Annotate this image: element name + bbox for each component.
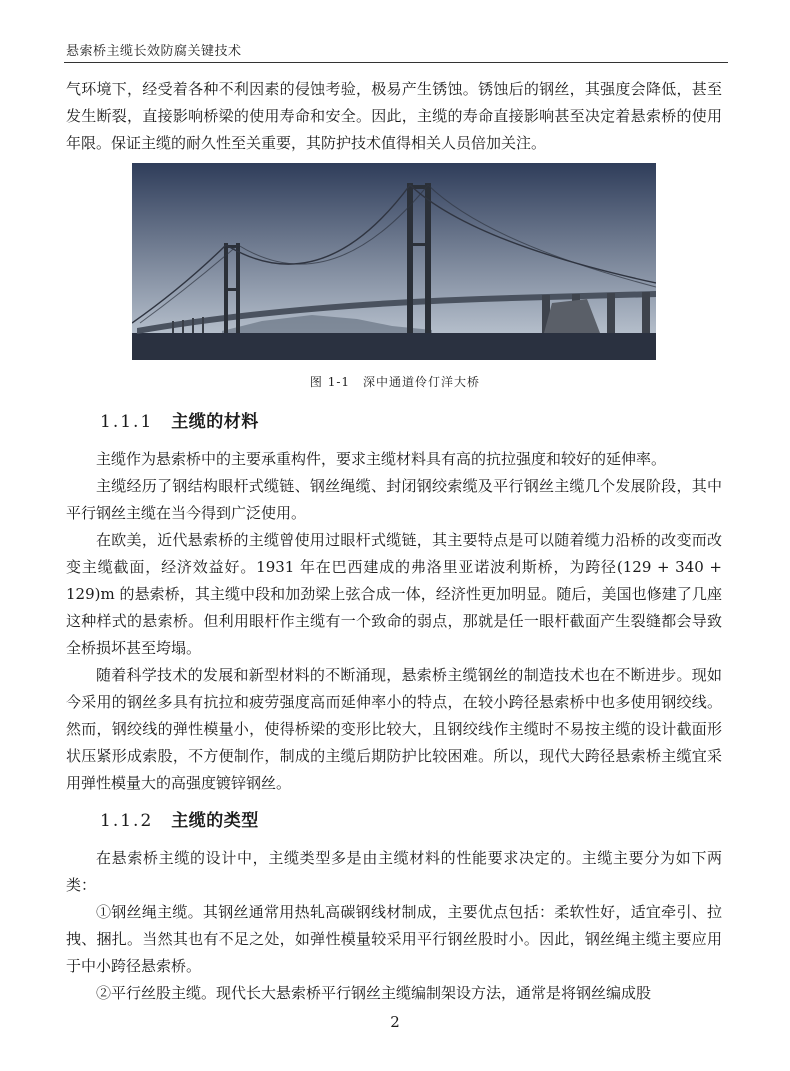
intro-block [66, 76, 722, 157]
bridge-illustration [132, 163, 656, 360]
figure-caption: 图 1-1 深中通道伶仃洋大桥 [309, 375, 481, 389]
section-1-body [66, 446, 722, 797]
section-title: 主缆的类型 [171, 811, 259, 831]
paragraph: 主缆作为悬索桥中的主要承重构件，要求主缆材料具有高的抗拉强度和较好的延伸率。 [96, 450, 667, 468]
section-number: 1.1.2 [100, 811, 154, 831]
page-number: 2 [390, 1013, 400, 1031]
paragraph: 在欧美，近代悬索桥的主缆曾使用过眼杆式缆链，其主要特点是可以随着缆力沿桥的改变而改变主缆截面，经济效益好。1931 年在巴西建成的弗洛里亚诺波利斯桥，为跨径(129 + 340 + 129)m 的悬索桥，其主缆中段和加劲梁上弦合成一体，经济性更加明显。随后，美国也修建了几座这种样式的悬索桥。但利用眼杆作主缆有一个致命的弱点，那就是任一眼杆截面产生裂缝都会导致全桥损坏甚至垮塌。 [66, 531, 722, 657]
paragraph: 主缆经历了钢结构眼杆式缆链、钢丝绳缆、封闭钢绞索缆及平行钢丝主缆几个发展阶段，其中平行钢丝主缆在当今得到广泛使用。 [66, 477, 722, 522]
header-rule [64, 62, 728, 63]
paragraph: ②平行丝股主缆。现代长大悬索桥平行钢丝主缆编制架设方法，通常是将钢丝编成股 [96, 984, 652, 1002]
section-heading-materials [100, 407, 259, 432]
section-title: 主缆的材料 [171, 412, 259, 432]
intro-paragraph: 气环境下，经受着各种不利因素的侵蚀考验，极易产生锈蚀。锈蚀后的钢丝，其强度会降低，甚至发生断裂，直接影响桥梁的使用寿命和安全。因此，主缆的寿命直接影响甚至决定着悬索桥的使用年限。保证主缆的耐久性至关重要，其防护技术值得相关人员倍加关注。 [66, 80, 722, 152]
water [132, 333, 656, 360]
section-number: 1.1.1 [100, 412, 154, 432]
paragraph: 随着科学技术的发展和新型材料的不断涌现，悬索桥主缆钢丝的制造技术也在不断进步。现如今采用的钢丝多具有抗拉和疲劳强度高而延伸率小的特点，在较小跨径悬索桥中也多使用钢绞线。然而，钢绞线的弹性模量小，使得桥梁的变形比较大，且钢绞线作主缆时不易按主缆的设计截面形状压紧形成索股，不方便制作，制成的主缆后期防护比较困难。所以，现代大跨径悬索桥主缆宜采用弹性模量大的高强度镀锌钢丝。 [66, 666, 722, 792]
section-heading-types [100, 806, 259, 831]
bridge-photo [132, 163, 656, 360]
section-2-body [66, 845, 722, 1007]
paragraph: 在悬索桥主缆的设计中，主缆类型多是由主缆材料的性能要求决定的。主缆主要分为如下两类： [66, 849, 722, 894]
running-header: 悬索桥主缆长效防腐关键技术 [66, 44, 242, 59]
paragraph: ①钢丝绳主缆。其钢丝通常用热轧高碳钢线材制成，主要优点包括：柔软性好，适宜牵引、拉拽、捆扎。当然其也有不足之处，如弹性模量较采用平行钢丝股时小。因此，钢丝绳主缆主要应用于中小跨径悬索桥。 [66, 903, 722, 975]
